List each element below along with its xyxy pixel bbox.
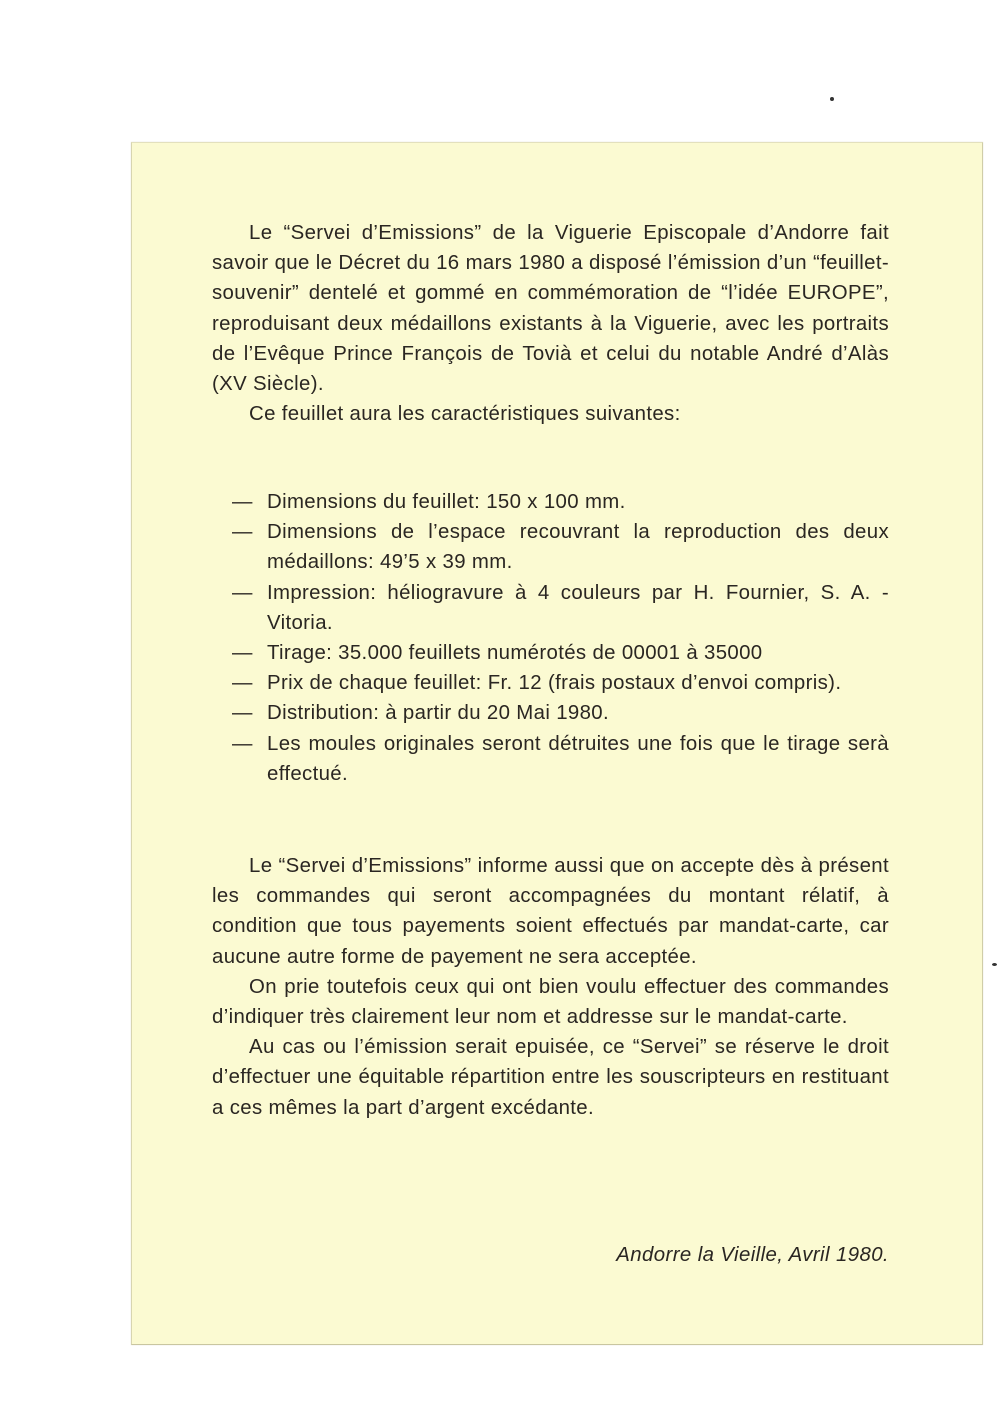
list-item-text: Dimensions du feuillet: 150 x 100 mm. <box>267 491 626 513</box>
list-item-text: Tirage: 35.000 feuillets numérotés de 00001 à 35000 <box>267 642 763 665</box>
dash-bullet: — <box>232 732 253 755</box>
dust-speck <box>830 97 834 101</box>
list-item <box>232 578 889 638</box>
intro-section <box>212 218 889 429</box>
list-item <box>232 638 889 668</box>
orders-paragraph: Le “Servei d’Emissions” informe aussi que on accepte dès à présent les commandes qui seront accompagnées du montant rélatif, à condition que tous payements soient effectués par mandat-carte, car aucune autre forme de payement ne sera acceptée. <box>212 855 889 968</box>
intro-paragraph: Le “Servei d’Emissions” de la Viguerie Episcopale d’Andorre fait savoir que le Décret du 16 mars 1980 a disposé l’émission d’un “feuillet-souvenir” dentelé et gommé en commémoration de “l’idée EUROPE”, reproduisant deux médaillons existants à la Viguerie, avec les portraits de l’Evêque Prince François de Tovià et celui du notable André d’Alàs (XV Siècle). <box>212 222 889 396</box>
place-date-signature: Andorre la Vieille, Avril 1980. <box>616 1244 889 1266</box>
list-item <box>232 668 889 698</box>
address-paragraph: On prie toutefois ceux qui ont bien voulu effectuer des commandes d’indiquer très clairement leur nom et addresse sur le mandat-carte. <box>212 975 889 1029</box>
distribution-paragraph: Au cas ou l’émission serait epuisée, ce “Servei” se réserve le droit d’effectuer une équitable répartition entre les souscripteurs en restituant a ces mêmes la part d’argent excédante. <box>212 1036 889 1119</box>
outro-section <box>212 851 889 1123</box>
list-item-text: Dimensions de l’espace recouvrant la reproduction des deux médaillons: 49’5 x 39 mm. <box>267 521 889 574</box>
list-item <box>232 729 889 789</box>
list-item <box>232 487 889 517</box>
list-item-text: Les moules originales seront détruites une fois que le tirage serà effectué. <box>267 732 889 785</box>
dust-speck <box>992 963 997 966</box>
dash-bullet: — <box>232 491 253 513</box>
dash-bullet: — <box>232 702 253 725</box>
dash-bullet: — <box>232 521 253 544</box>
list-item <box>232 517 889 577</box>
dash-bullet: — <box>232 672 253 695</box>
characteristics-list <box>232 487 889 789</box>
list-item <box>232 698 889 728</box>
list-item-text: Impression: héliogravure à 4 couleurs par H. Fournier, S. A. - Vitoria. <box>267 581 889 634</box>
characteristics-lead: Ce feuillet aura les caractéristiques suivantes: <box>249 403 681 426</box>
dash-bullet: — <box>232 642 253 665</box>
notice-card <box>131 142 983 1345</box>
dash-bullet: — <box>232 581 253 604</box>
list-item-text: Prix de chaque feuillet: Fr. 12 (frais postaux d’envoi compris). <box>267 672 842 695</box>
list-item-text: Distribution: à partir du 20 Mai 1980. <box>267 702 609 725</box>
